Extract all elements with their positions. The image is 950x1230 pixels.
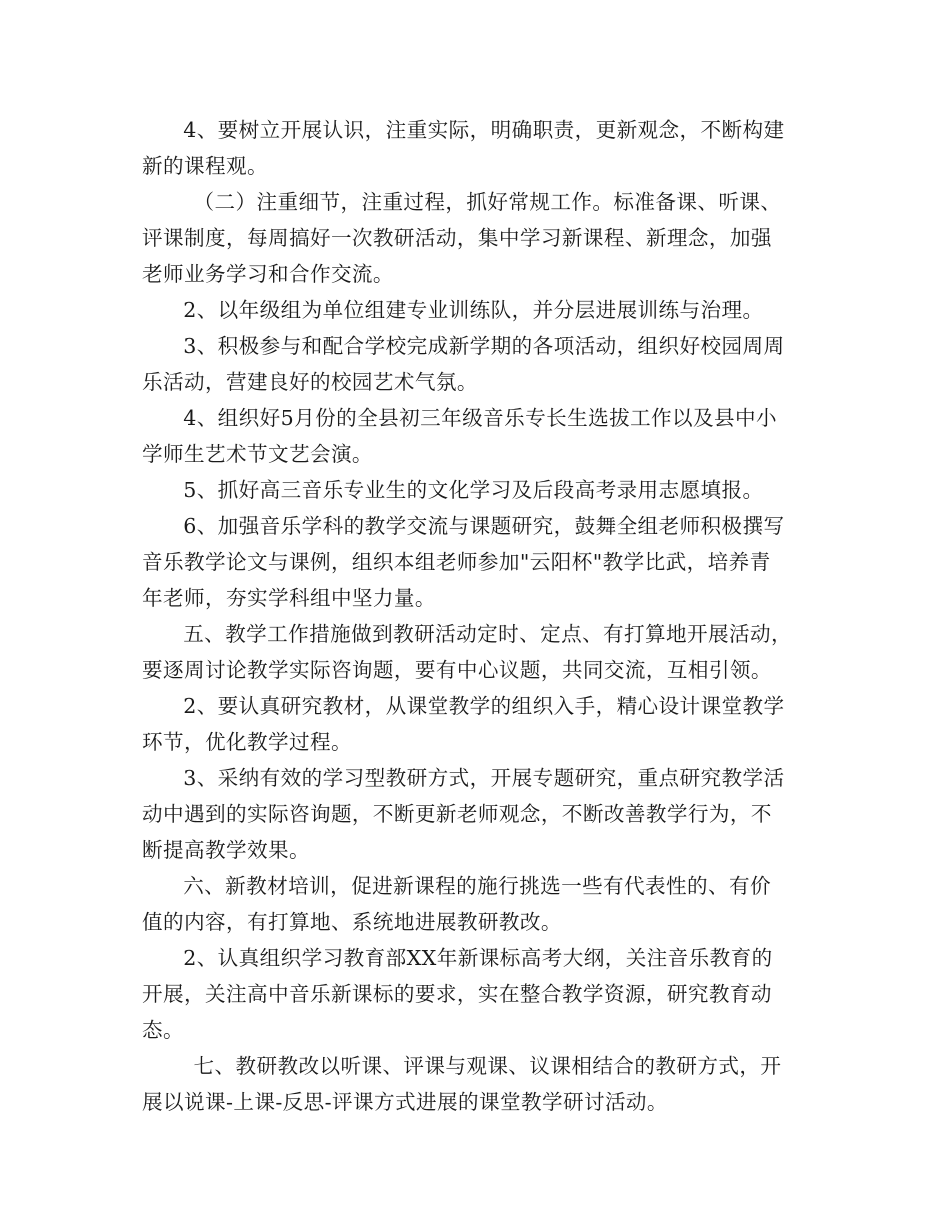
paragraph xyxy=(142,508,812,616)
text-line: 开展，关注高中音乐新课标的要求，实在整合教学资源，研究教育动 xyxy=(142,982,772,1006)
text-line: 学师生艺术节文艺会演。 xyxy=(142,442,373,466)
text-line: 乐活动，营建良好的校园艺术气氛。 xyxy=(142,370,478,394)
paragraph xyxy=(142,1048,812,1120)
document-body xyxy=(142,112,812,1120)
paragraph xyxy=(142,292,812,328)
paragraph xyxy=(142,688,812,760)
paragraph xyxy=(142,328,812,400)
text-line: 断提高教学效果。 xyxy=(142,838,310,862)
paragraph xyxy=(142,940,812,1048)
text-line: 五、教学工作措施做到教研活动定时、定点、有打算地开展活动， xyxy=(183,622,793,646)
text-line: 评课制度，每周搞好一次教研活动，集中学习新课程、新理念，加强 xyxy=(142,226,772,250)
text-line: 展以说课-上课-反思-评课方式进展的课堂教学研讨活动。 xyxy=(142,1090,668,1114)
text-line: 动中遇到的实际咨询题，不断更新老师观念，不断改善教学行为，不 xyxy=(142,802,772,826)
paragraph xyxy=(142,112,812,184)
paragraph xyxy=(142,868,812,940)
text-line: 值的内容，有打算地、系统地进展教研教改。 xyxy=(142,910,562,934)
text-line: 音乐教学论文与课例，组织本组老师参加"云阳杯"教学比武，培养青 xyxy=(142,550,771,574)
text-line: 六、新教材培训，促进新课程的施行挑选一些有代表性的、有价 xyxy=(183,874,772,898)
text-line: 3、采纳有效的学习型教研方式，开展专题研究，重点研究教学活 xyxy=(183,766,785,790)
text-line: 年老师，夯实学科组中坚力量。 xyxy=(142,586,436,610)
paragraph xyxy=(142,400,812,472)
paragraph xyxy=(142,616,812,688)
paragraph xyxy=(142,472,812,508)
text-line: 4、组织好5月份的全县初三年级音乐专长生选拔工作以及县中小 xyxy=(183,406,778,430)
text-line: 新的课程观。 xyxy=(142,154,268,178)
text-line: （二）注重细节，注重过程，抓好常规工作。标准备课、听课、 xyxy=(193,190,782,214)
text-line: 2、认真组织学习教育部XX年新课标高考大纲，关注音乐教育的 xyxy=(183,946,773,970)
paragraph xyxy=(142,184,812,292)
text-line: 2、以年级组为单位组建专业训练队，并分层进展训练与治理。 xyxy=(183,298,764,322)
text-line: 环节，优化教学过程。 xyxy=(142,730,352,754)
text-line: 要逐周讨论教学实际咨询题，要有中心议题，共同交流，互相引领。 xyxy=(142,658,772,682)
text-line: 6、加强音乐学科的教学交流与课题研究，鼓舞全组老师积极撰写 xyxy=(183,514,785,538)
text-line: 4、要树立开展认识，注重实际，明确职责，更新观念，不断构建 xyxy=(183,118,785,142)
text-line: 老师业务学习和合作交流。 xyxy=(142,262,394,286)
text-line: 态。 xyxy=(142,1018,184,1042)
text-line: 七、教研教改以听课、评课与观课、议课相结合的教研方式，开 xyxy=(193,1054,782,1078)
paragraph xyxy=(142,760,812,868)
text-line: 5、抓好高三音乐专业生的文化学习及后段高考录用志愿填报。 xyxy=(183,478,764,502)
text-line: 2、要认真研究教材，从课堂教学的组织入手，精心设计课堂教学 xyxy=(183,694,785,718)
text-line: 3、积极参与和配合学校完成新学期的各项活动，组织好校园周周 xyxy=(183,334,785,358)
